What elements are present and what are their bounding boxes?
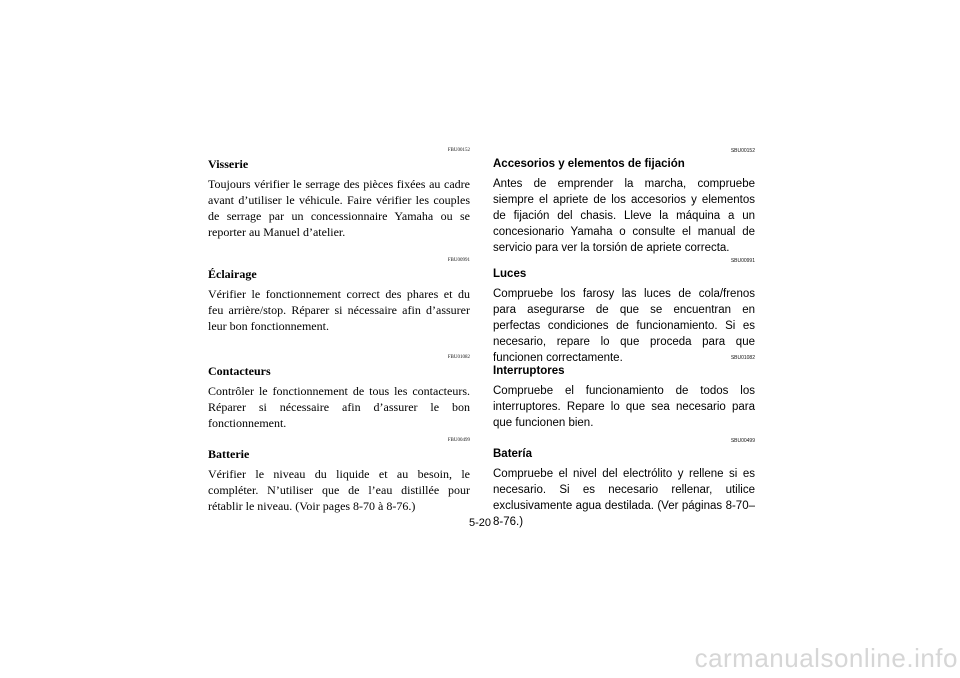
section-fr-contacteurs — [208, 355, 470, 431]
section-heading: Batterie — [208, 447, 250, 461]
section-heading: Batería — [493, 448, 532, 460]
section-body: Toujours vérifier le serrage des pièces fixées au cadre avant d’utiliser le véhicule. Faire vérifier les couples de serrage par un concessionnaire Yamaha ou se reporter au Manuel d’atelier. — [208, 177, 470, 239]
watermark: carmanualsonline.info — [694, 643, 958, 673]
section-code: SBU00499 — [730, 438, 755, 444]
section-fr-eclairage — [208, 258, 470, 334]
section-es-interruptores — [493, 355, 755, 431]
section-code: SBU01082 — [730, 355, 755, 361]
section-es-accesorios — [493, 148, 755, 256]
section-code: FBU01082 — [447, 355, 470, 360]
section-heading: Accesorios y elementos de fijación — [493, 158, 685, 170]
section-fr-visserie — [208, 148, 470, 240]
section-code: SBU00991 — [730, 258, 755, 264]
section-fr-batterie — [208, 438, 470, 514]
section-heading: Visserie — [208, 157, 249, 171]
section-code: SBU00152 — [730, 148, 755, 154]
section-body: Vérifier le fonctionnement correct des phares et du feu arrière/stop. Réparer si nécessaire afin d’assurer leur bon fonctionnement. — [208, 287, 470, 333]
page-number: 5-20 — [468, 517, 492, 529]
section-body: Antes de emprender la marcha, compruebe siempre el apriete de los accesorios y elementos de fijación del chasis. Lleve la máquina a un concesionario Yamaha o consulte el manual de servicio para ver la torsión de apriete correcta. — [493, 178, 755, 254]
section-body: Compruebe los farosy las luces de cola/frenos para asegurarse de que se encuentran en perfectas condiciones de funcionamiento. Si es necesario, repare lo que proceda para que funcionen correctamente. — [493, 288, 755, 364]
section-code: FBU00152 — [447, 148, 470, 153]
section-body: Vérifier le niveau du liquide et au besoin, le compléter. N’utiliser que de l’eau distillée pour rétablir le niveau. (Voir pages 8-70 à 8-76.) — [208, 467, 470, 513]
section-heading: Contacteurs — [208, 364, 271, 378]
section-body: Compruebe el funcionamiento de todos los interruptores. Repare lo que sea necesario para que funcionen bien. — [493, 385, 755, 429]
section-body: Compruebe el nivel del electrólito y rellene si es necesario. Si es necesario rellenar, utilice exclusivamente agua destilada. (Ver páginas 8-70–8-76.) — [493, 468, 755, 528]
section-code: FBU00499 — [447, 438, 470, 443]
section-heading: Luces — [493, 268, 527, 280]
section-heading: Éclairage — [208, 267, 257, 281]
section-body: Contrôler le fonctionnement de tous les contacteurs. Réparer si nécessaire afin d’assurer le bon fonctionnement. — [208, 384, 470, 430]
section-code: FBU00991 — [447, 258, 470, 263]
section-heading: Interruptores — [493, 365, 565, 377]
section-es-luces — [493, 258, 755, 366]
